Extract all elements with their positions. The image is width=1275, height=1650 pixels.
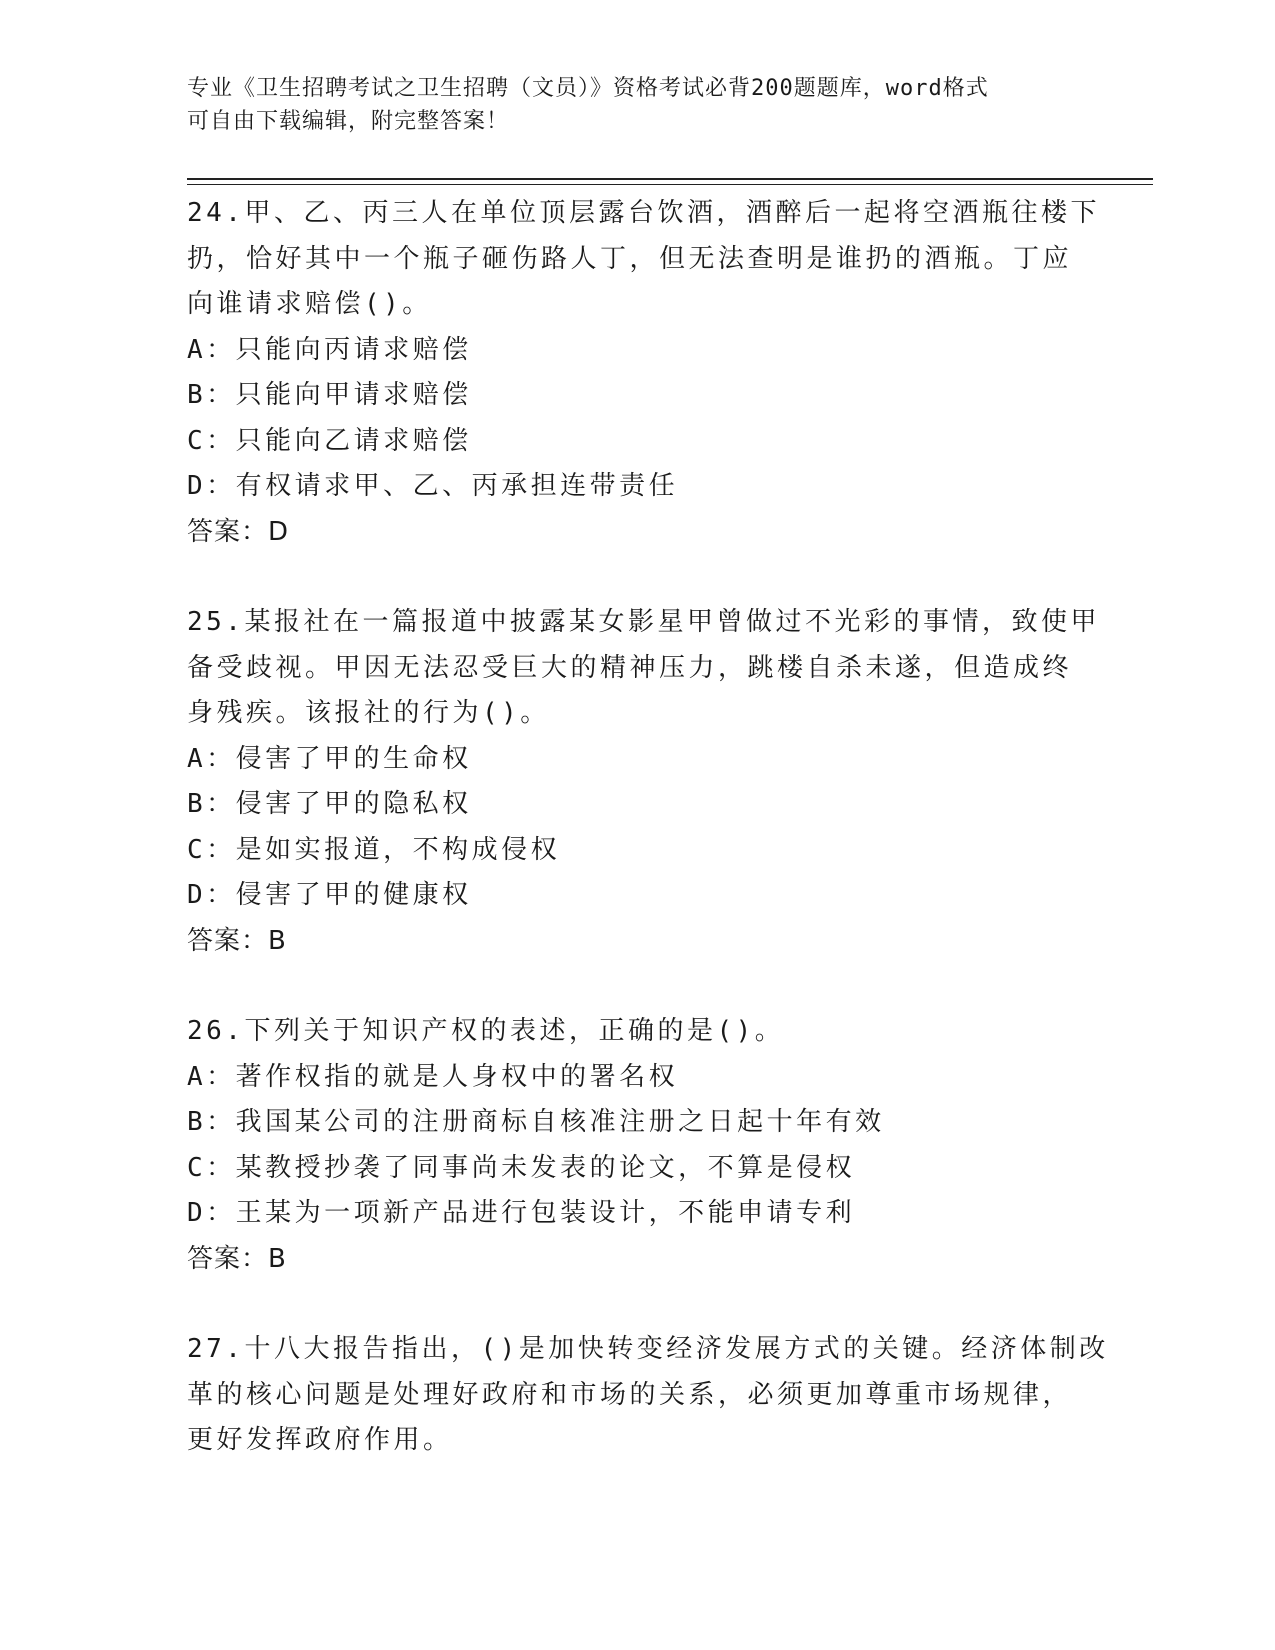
header-divider-thin [187,184,1153,185]
header-line-2: 可自由下载编辑，附完整答案！ [187,109,510,134]
option-b: B：只能向甲请求赔偿 [187,380,472,410]
question-list [187,191,1147,1464]
option-d: D：有权请求甲、乙、丙承担连带责任 [187,471,679,501]
answer-label: 答案：B [187,1243,287,1274]
question-stem-line: 27.十八大报告指出，()是加快转变经济发展方式的关键。经济体制改 [187,1334,1109,1364]
question-stem-line: 扔，恰好其中一个瓶子砸伤路人丁，但无法查明是谁扔的酒瓶。丁应 [187,243,1073,274]
question-stem-line: 备受歧视。甲因无法忍受巨大的精神压力，跳楼自杀未遂，但造成终 [187,652,1073,683]
question-24 [187,191,1147,555]
question-stem-line: 24.甲、乙、丙三人在单位顶层露台饮酒，酒醉后一起将空酒瓶往楼下 [187,198,1100,228]
question-stem-line: 革的核心问题是处理好政府和市场的关系，必须更加尊重市场规律， [187,1379,1073,1410]
answer-label: 答案：D [187,516,290,547]
question-stem-line: 26.下列关于知识产权的表述，正确的是()。 [187,1016,785,1046]
option-d: D：王某为一项新产品进行包装设计，不能申请专利 [187,1198,856,1228]
option-a: A：著作权指的就是人身权中的署名权 [187,1061,679,1092]
question-stem-line: 更好发挥政府作用。 [187,1425,453,1455]
header-line-1: 专业《卫生招聘考试之卫生招聘（文员）》资格考试必背200题题库，word格式 [187,76,989,101]
option-a: A：侵害了甲的生命权 [187,743,472,774]
header-divider-thick [187,178,1153,180]
question-stem-line: 向谁请求赔偿()。 [187,289,432,319]
question-stem-line: 身残疾。该报社的行为()。 [187,698,550,728]
question-25 [187,600,1147,964]
option-d: D：侵害了甲的健康权 [187,880,472,910]
option-b: B：侵害了甲的隐私权 [187,789,472,819]
option-b: B：我国某公司的注册商标自核准注册之日起十年有效 [187,1107,885,1137]
option-c: C：是如实报道，不构成侵权 [187,834,561,865]
question-27 [187,1327,1147,1464]
document-header [187,72,1087,138]
question-stem-line: 25.某报社在一篇报道中披露某女影星甲曾做过不光彩的事情，致使甲 [187,607,1100,637]
option-c: C：只能向乙请求赔偿 [187,425,472,456]
option-a: A：只能向丙请求赔偿 [187,334,472,365]
answer-label: 答案：B [187,925,287,956]
question-26 [187,1009,1147,1282]
option-c: C：某教授抄袭了同事尚未发表的论文，不算是侵权 [187,1152,856,1183]
